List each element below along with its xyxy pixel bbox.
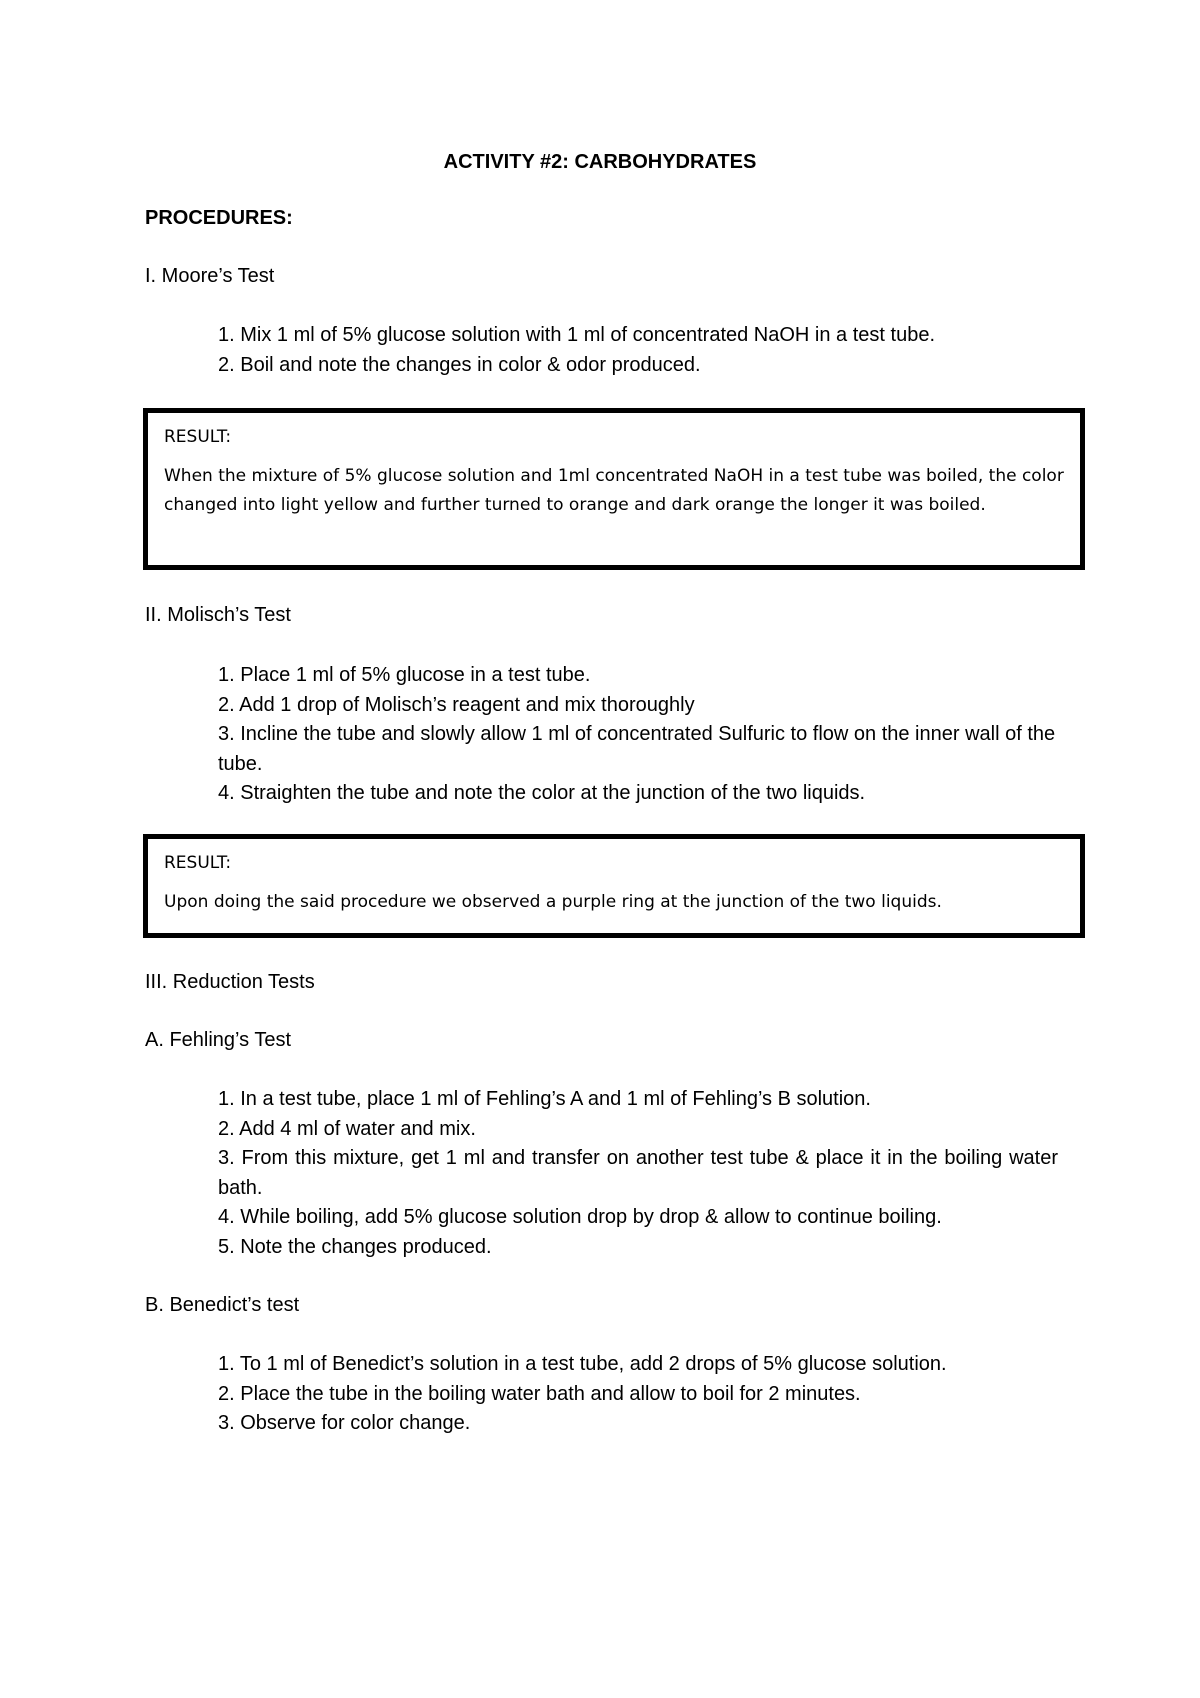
fehling-step-5: 5. Note the changes produced. — [218, 1235, 492, 1258]
benedict-step-3: 3. Observe for color change. — [218, 1412, 471, 1434]
molisch-step-2: 2. Add 1 drop of Molisch’s reagent and mix thoroughly — [218, 693, 695, 716]
molisch-result-text: Upon doing the said procedure we observed a purple ring at the junction of the two liquids. — [164, 892, 942, 912]
molisch-result-label: RESULT: — [164, 853, 232, 873]
molisch-step-1: 1. Place 1 ml of 5% glucose in a test tube. — [218, 664, 591, 686]
benedict-test-heading: B. Benedict’s test — [145, 1294, 300, 1316]
moore-result-label: RESULT: — [164, 427, 232, 447]
moore-step-1: 1. Mix 1 ml of 5% glucose solution with 1 ml of concentrated NaOH in a test tube. — [218, 324, 936, 346]
fehling-step-4: 4. While boiling, add 5% glucose solution drop by drop & allow to continue boiling. — [218, 1206, 942, 1228]
fehling-test-heading: A. Fehling’s Test — [145, 1029, 292, 1051]
document-title: ACTIVITY #2: CARBOHYDRATES — [443, 151, 757, 173]
molisch-test-heading: II. Molisch’s Test — [145, 604, 291, 626]
fehling-step-2: 2. Add 4 ml of water and mix. — [218, 1117, 476, 1140]
molisch-step-4: 4. Straighten the tube and note the color at the junction of the two liquids. — [218, 782, 866, 804]
moore-step-2: 2. Boil and note the changes in color & odor produced. — [218, 353, 701, 376]
benedict-step-2: 2. Place the tube in the boiling water bath and allow to boil for 2 minutes. — [218, 1382, 861, 1405]
fehling-step-1: 1. In a test tube, place 1 ml of Fehling’s A and 1 ml of Fehling’s B solution. — [218, 1088, 871, 1110]
fehling-step-3: 3. From this mixture, get 1 ml and transfer on another test tube & place it in the boiling water bath. — [218, 1147, 1058, 1199]
benedict-test-steps — [218, 1350, 1058, 1439]
moore-test-steps — [218, 321, 1058, 380]
reduction-tests-heading: III. Reduction Tests — [145, 971, 315, 993]
moore-test-heading: I. Moore’s Test — [145, 265, 275, 287]
moore-result-box — [143, 408, 1085, 570]
moore-result-text: When the mixture of 5% glucose solution and 1ml concentrated NaOH in a test tube was boiled, the color changed into light yellow and further turned to orange and dark orange the longer it was boiled. — [164, 466, 1064, 515]
molisch-result-box — [143, 834, 1085, 938]
fehling-test-steps — [218, 1085, 1058, 1262]
benedict-step-1: 1. To 1 ml of Benedict’s solution in a test tube, add 2 drops of 5% glucose solution. — [218, 1353, 947, 1375]
procedures-label: PROCEDURES: — [145, 207, 293, 229]
molisch-step-3: 3. Incline the tube and slowly allow 1 ml of concentrated Sulfuric to flow on the inner wall of the tube. — [218, 723, 1056, 775]
molisch-test-steps — [218, 661, 1058, 809]
